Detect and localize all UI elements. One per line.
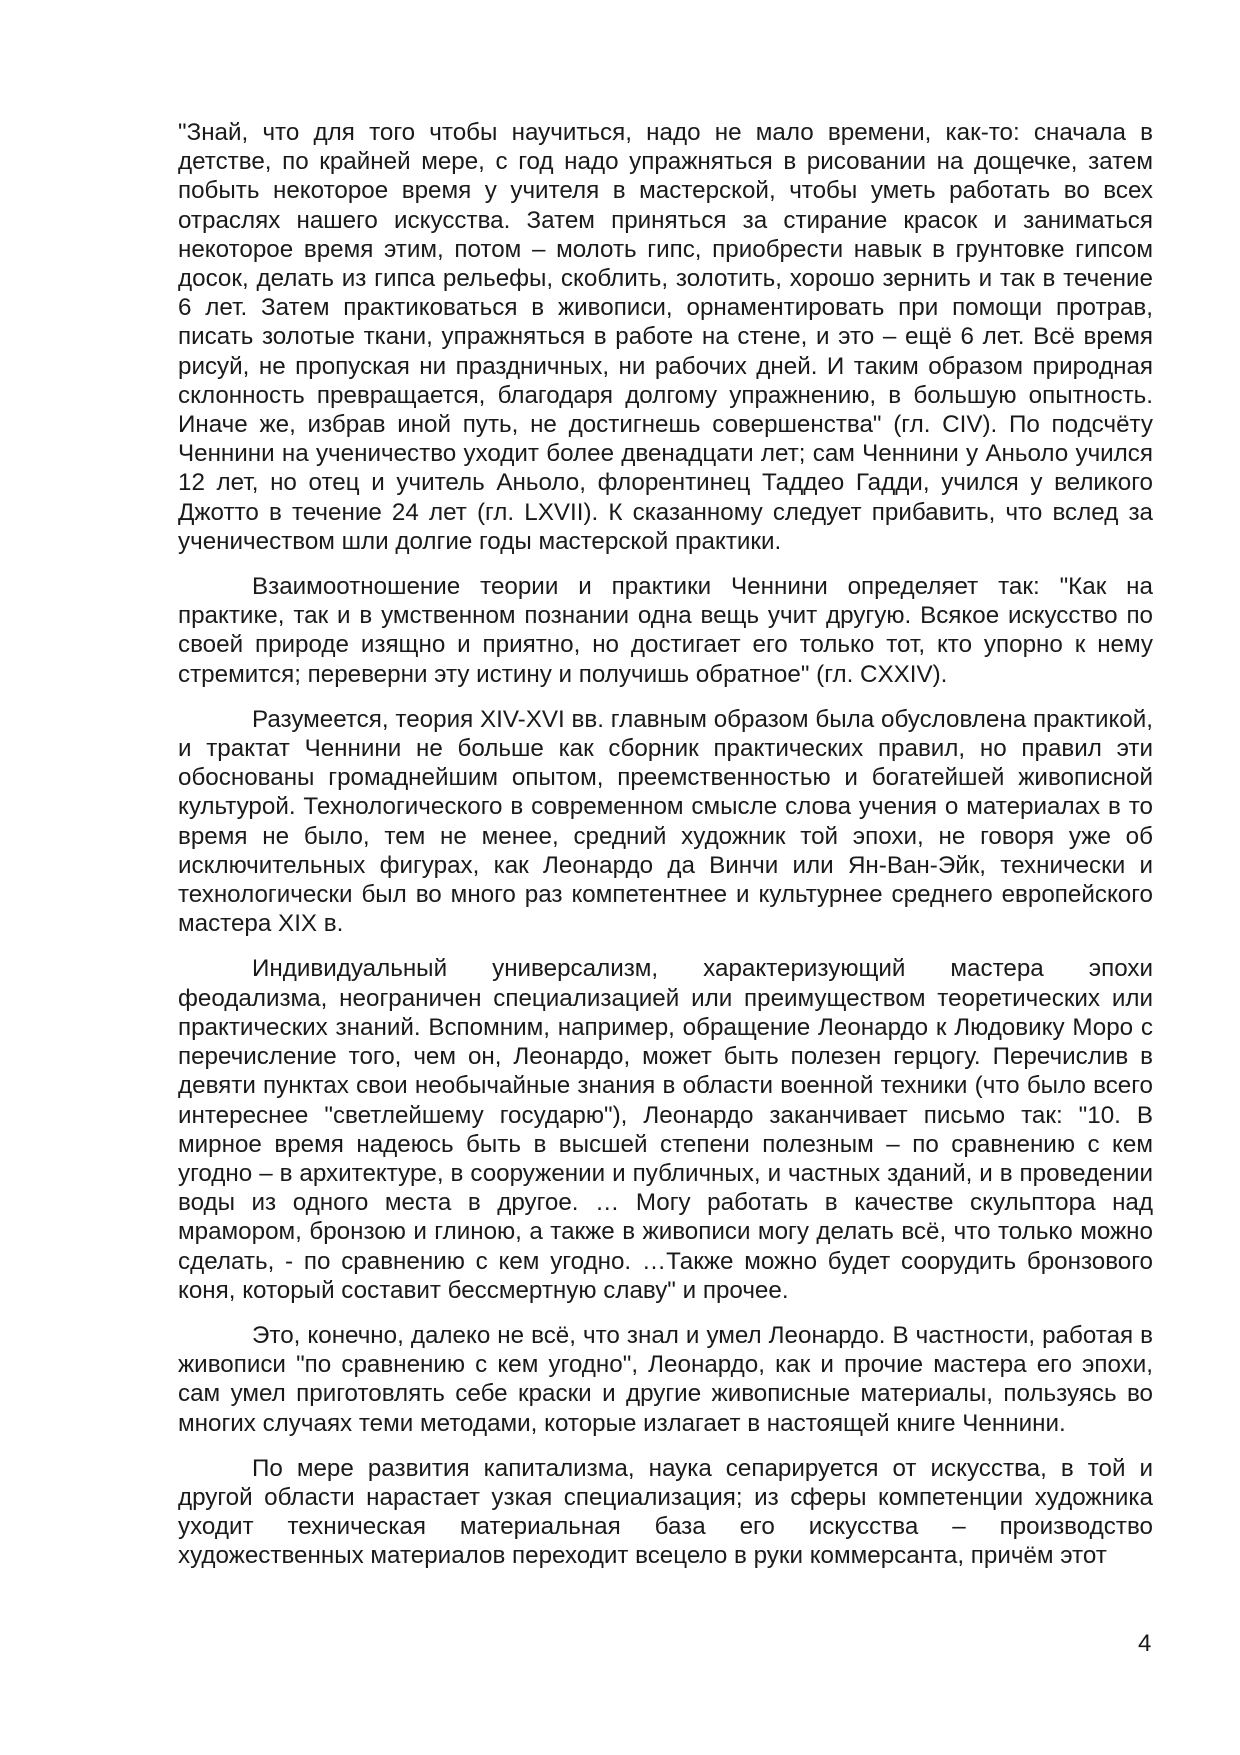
paragraph-3: Разумеется, теория XIV-XVI вв. главным образом была обусловлена практикой, и трактат Ченнини не больше как сборник практических правил, но правил эти обоснованы громаднейшим опытом, преемственностью и богатейшей живописной культурой. Технологического в современном смысле слова учения о материалах в то время не было, тем не менее, средний художник той эпохи, не говоря уже об исключительных фигурах, как Леонардо да Винчи или Ян-Ван-Эйк, технически и технологически был во много раз компетентнее и культурнее среднего европейского мастера XIX в. — [178, 705, 1153, 938]
paragraph-5: Это, конечно, далеко не всё, что знал и умел Леонардо. В частности, работая в живописи "по сравнению с кем угодно", Леонардо, как и прочие мастера его эпохи, сам умел приготовлять себе краски и другие живописные материалы, пользуясь во многих случаях теми методами, которые излагает в настоящей книге Ченнини. — [178, 1321, 1153, 1437]
page-body — [178, 118, 1153, 1587]
paragraph-1: "Знай, что для того чтобы научиться, надо не мало времени, как-то: сначала в детстве, по крайней мере, с год надо упражняться в рисовании на дощечке, затем побыть некоторое время у учителя в мастерской, чтобы уметь работать во всех отраслях нашего искусства. Затем приняться за стирание красок и заниматься некоторое время этим, потом – молоть гипс, приобрести навык в грунтовке гипсом досок, делать из гипса рельефы, скоблить, золотить, хорошо зернить и так в течение 6 лет. Затем практиковаться в живописи, орнаментировать при помощи протрав, писать золотые ткани, упражняться в работе на стене, и это – ещё 6 лет. Всё время рисуй, не пропуская ни праздничных, ни рабочих дней. И таким образом природная склонность превращается, благодаря долгому упражнению, в большую опытность. Иначе же, избрав иной путь, не достигнешь совершенства" (гл. CIV). По подсчёту Ченнини на ученичество уходит более двенадцати лет; сам Ченнини у Аньоло учился 12 лет, но отец и учитель Аньоло, флорентинец Таддео Гадди, учился у великого Джотто в течение 24 лет (гл. LXVII). К сказанному следует прибавить, что вслед за ученичеством шли долгие годы мастерской практики. — [178, 119, 1153, 555]
paragraph-2: Взаимоотношение теории и практики Ченнини определяет так: "Как на практике, так и в умственном познании одна вещь учит другую. Всякое искусство по своей природе изящно и приятно, но достигает его только тот, кто упорно к нему стремится; переверни эту истину и получишь обратное" (гл. CXXIV). — [178, 573, 1153, 688]
page-number: 4 — [1138, 1630, 1152, 1657]
paragraph-4: Индивидуальный универсализм, характеризующий мастера эпохи феодализма, неограничен специализацией или преимуществом теоретических или практических знаний. Вспомним, например, обращение Леонардо к Людовику Моро с перечисление того, чем он, Леонардо, может быть полезен герцогу. Перечислив в девяти пунктах свои необычайные знания в области военной техники (что было всего интереснее "светлейшему государю"), Леонардо заканчивает письмо так: "10. В мирное время надеюсь быть в высшей степени полезным – по сравнению с кем угодно – в архитектуре, в сооружении и публичных, и частных зданий, и в проведении воды из одного места в другое. … Могу работать в качестве скульптора над мрамором, бронзою и глиною, а также в живописи могу делать всё, что только можно сделать, - по сравнению с кем угодно. …Также можно будет соорудить бронзового коня, который составит бессмертную славу" и прочее. — [178, 955, 1153, 1304]
paragraph-6: По мере развития капитализма, наука сепарируется от искусства, в той и другой области нарастает узкая специализация; из сферы компетенции художника уходит техническая материальная база его искусства – производство художественных материалов переходит всецело в руки коммерсанта, причём этот — [178, 1454, 1153, 1570]
